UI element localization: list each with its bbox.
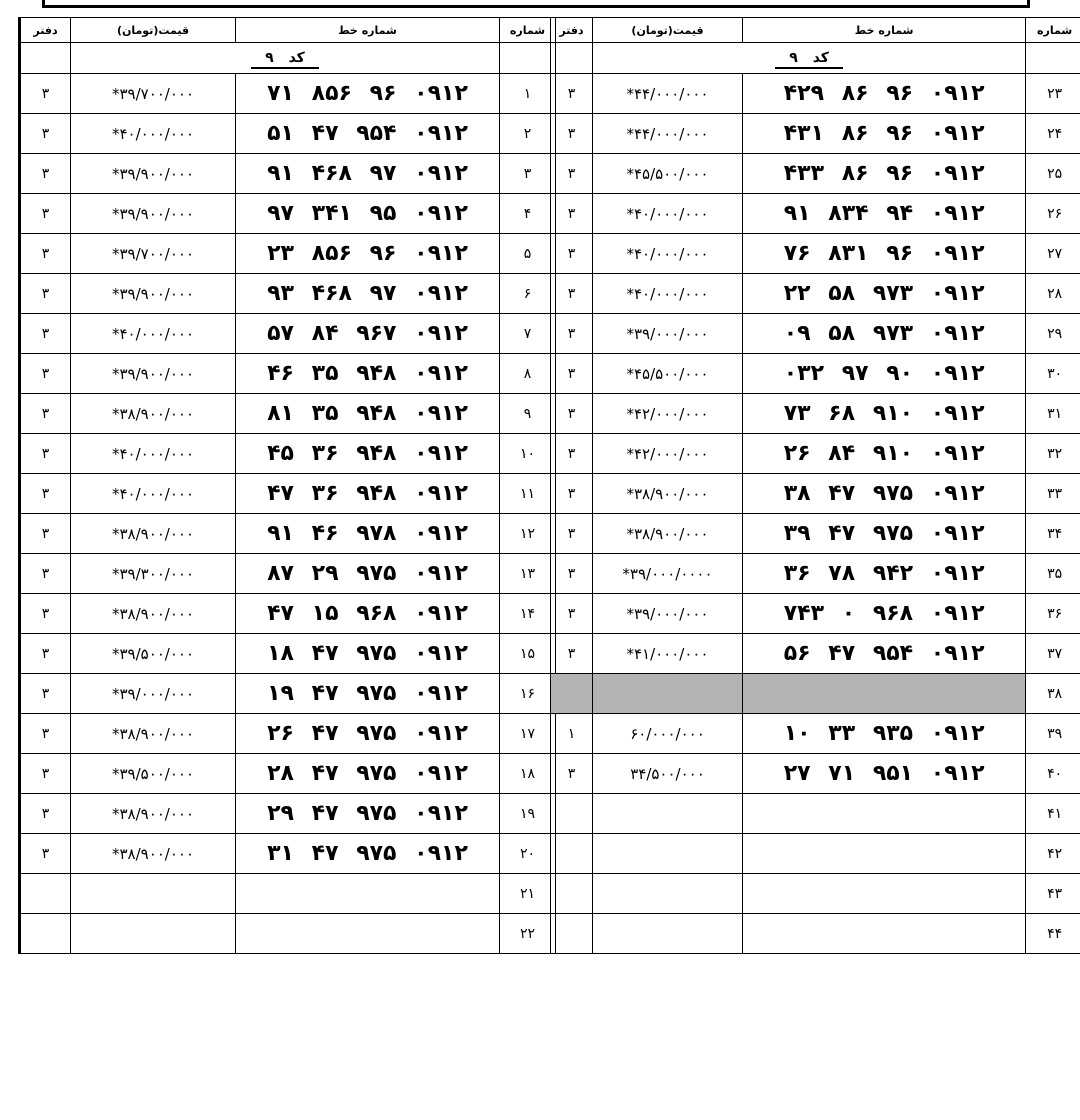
row-number: ۳۰ [1026, 354, 1080, 394]
office-number: ۳ [551, 474, 593, 514]
header-line: شماره خط [236, 18, 500, 43]
office-number: ۳ [20, 434, 71, 474]
table-row [20, 114, 556, 154]
row-number: ۲۸ [1026, 274, 1080, 314]
table-row [20, 914, 556, 954]
price: ۴۲/۰۰۰/۰۰۰* [592, 394, 742, 434]
office-number: ۳ [20, 354, 71, 394]
price: ۴۴/۰۰۰/۰۰۰* [592, 74, 742, 114]
row-number: ۴ [500, 194, 556, 234]
row-number: ۴۲ [1026, 834, 1080, 874]
price: ۴۰/۰۰۰/۰۰۰* [592, 274, 742, 314]
row-number: ۴۴ [1026, 914, 1080, 954]
table-left [18, 17, 554, 954]
header-row [551, 18, 1080, 43]
header-price: قیمت(تومان) [592, 18, 742, 43]
price: ۳۸/۹۰۰/۰۰۰* [71, 834, 236, 874]
row-number: ۳ [500, 154, 556, 194]
price: ۳۹/۰۰۰/۰۰۰* [71, 674, 236, 714]
phone-number: ۰۹۱۲ ۹۷۵ ۴۷ ۲۸ [236, 754, 500, 794]
table-row [551, 434, 1080, 474]
price [592, 674, 742, 714]
price: ۴۲/۰۰۰/۰۰۰* [592, 434, 742, 474]
row-number: ۷ [500, 314, 556, 354]
table-row [20, 554, 556, 594]
office-number: ۳ [20, 674, 71, 714]
price: ۳۹/۹۰۰/۰۰۰* [71, 154, 236, 194]
row-number: ۴۰ [1026, 754, 1080, 794]
header-office: دفتر [20, 18, 71, 43]
office-number: ۳ [551, 74, 593, 114]
phone-number: ۰۹۱۲ ۹۷۵ ۴۷ ۲۶ [236, 714, 500, 754]
row-number: ۳۸ [1026, 674, 1080, 714]
header-price: قیمت(تومان) [71, 18, 236, 43]
table-row [551, 794, 1080, 834]
office-number: ۳ [551, 154, 593, 194]
header-office: دفتر [551, 18, 593, 43]
table-row [20, 634, 556, 674]
table-row [20, 834, 556, 874]
row-number: ۲۲ [500, 914, 556, 954]
phone-number [743, 794, 1026, 834]
table-row [551, 714, 1080, 754]
header-number: شماره [500, 18, 556, 43]
price: ۳۹/۹۰۰/۰۰۰* [71, 274, 236, 314]
office-number: ۳ [20, 154, 71, 194]
office-number: ۳ [20, 514, 71, 554]
row-number: ۱۰ [500, 434, 556, 474]
phone-number: ۰۹۱۲ ۹۶ ۸۶ ۴۳۳ [743, 154, 1026, 194]
price [71, 874, 236, 914]
row-number: ۴۳ [1026, 874, 1080, 914]
office-number: ۳ [551, 554, 593, 594]
phone-number: ۰۹۱۲ ۹۶ ۸۳۱ ۷۶ [743, 234, 1026, 274]
row-number: ۲۹ [1026, 314, 1080, 354]
table-row [20, 874, 556, 914]
office-number: ۳ [20, 194, 71, 234]
price: ۴۰/۰۰۰/۰۰۰* [71, 434, 236, 474]
row-number: ۹ [500, 394, 556, 434]
office-number [551, 674, 593, 714]
table-row [551, 74, 1080, 114]
row-number: ۳۱ [1026, 394, 1080, 434]
office-number: ۳ [551, 314, 593, 354]
row-number: ۲۷ [1026, 234, 1080, 274]
table-row [20, 314, 556, 354]
phone-number: ۰۹۱۲ ۹۵۴ ۴۷ ۵۶ [743, 634, 1026, 674]
phone-number: ۰۹۱۲ ۹۵۱ ۷۱ ۲۷ [743, 754, 1026, 794]
row-number: ۲۰ [500, 834, 556, 874]
price: ۳۹/۰۰۰/۰۰۰* [592, 594, 742, 634]
code-label: کد ۹ [775, 50, 843, 69]
row-number: ۱۴ [500, 594, 556, 634]
office-number: ۳ [20, 274, 71, 314]
phone-number: ۰۹۱۲ ۹۶ ۸۶ ۴۲۹ [743, 74, 1026, 114]
office-number: ۳ [20, 554, 71, 594]
price [592, 874, 742, 914]
phone-number: ۰۹۱۲ ۹۶۷ ۸۴ ۵۷ [236, 314, 500, 354]
row-number: ۱۳ [500, 554, 556, 594]
phone-number: ۰۹۱۲ ۹۷۳ ۵۸ ۰۹ [743, 314, 1026, 354]
table-row [551, 674, 1080, 714]
office-number [551, 794, 593, 834]
row-number: ۱۷ [500, 714, 556, 754]
office-number [551, 834, 593, 874]
office-number: ۳ [551, 274, 593, 314]
office-number: ۳ [551, 234, 593, 274]
office-number: ۳ [20, 314, 71, 354]
row-number: ۲۱ [500, 874, 556, 914]
table-row [551, 234, 1080, 274]
office-number: ۳ [551, 114, 593, 154]
table-row [551, 394, 1080, 434]
code-row [551, 43, 1080, 74]
phone-number: ۰۹۱۲ ۹۶۸ ۱۵ ۴۷ [236, 594, 500, 634]
table-row [20, 674, 556, 714]
row-number: ۲۳ [1026, 74, 1080, 114]
office-number: ۳ [20, 74, 71, 114]
price: ۳۸/۹۰۰/۰۰۰* [71, 594, 236, 634]
table-row [20, 794, 556, 834]
phone-number [236, 914, 500, 954]
phone-number: ۰۹۱۲ ۹۳۵ ۳۳ ۱۰ [743, 714, 1026, 754]
phone-number: ۰۹۱۲ ۹۴۸ ۳۶ ۴۵ [236, 434, 500, 474]
phone-number: ۰۹۱۲ ۹۶ ۸۶ ۴۳۱ [743, 114, 1026, 154]
header-row [20, 18, 556, 43]
table-row [551, 594, 1080, 634]
row-number: ۳۴ [1026, 514, 1080, 554]
office-number [551, 914, 593, 954]
phone-number: ۰۹۱۲ ۹۵۴ ۴۷ ۵۱ [236, 114, 500, 154]
phone-number [743, 674, 1026, 714]
phone-number: ۰۹۱۲ ۹۱۰ ۸۴ ۲۶ [743, 434, 1026, 474]
price: ۴۰/۰۰۰/۰۰۰* [592, 194, 742, 234]
price: ۳۸/۹۰۰/۰۰۰* [71, 794, 236, 834]
table-row [551, 154, 1080, 194]
office-number: ۳ [551, 194, 593, 234]
office-number: ۳ [20, 474, 71, 514]
table-row [551, 754, 1080, 794]
row-number: ۱۶ [500, 674, 556, 714]
table-row [551, 874, 1080, 914]
phone-number [743, 874, 1026, 914]
price: ۳۸/۹۰۰/۰۰۰* [71, 394, 236, 434]
phone-number: ۰۹۱۲ ۹۴۸ ۳۶ ۴۷ [236, 474, 500, 514]
office-number: ۳ [551, 514, 593, 554]
table-row [20, 714, 556, 754]
office-number [20, 874, 71, 914]
table-row [551, 634, 1080, 674]
phone-number: ۰۹۱۲ ۹۷۸ ۴۶ ۹۱ [236, 514, 500, 554]
office-number: ۳ [20, 834, 71, 874]
row-number: ۲ [500, 114, 556, 154]
office-number: ۳ [20, 394, 71, 434]
row-number: ۱۵ [500, 634, 556, 674]
price: ۶۰/۰۰۰/۰۰۰ [592, 714, 742, 754]
price: ۳۹/۰۰۰/۰۰۰۰* [592, 554, 742, 594]
table-row [551, 114, 1080, 154]
phone-number: ۰۹۱۲ ۹۷ ۴۶۸ ۹۱ [236, 154, 500, 194]
price: ۴۴/۰۰۰/۰۰۰* [592, 114, 742, 154]
table-row [20, 394, 556, 434]
price: ۴۰/۰۰۰/۰۰۰* [71, 474, 236, 514]
table-row [551, 914, 1080, 954]
row-number: ۱۸ [500, 754, 556, 794]
price: ۳۸/۹۰۰/۰۰۰* [71, 514, 236, 554]
phone-number: ۰۹۱۲ ۹۷۵ ۴۷ ۲۹ [236, 794, 500, 834]
header-line: شماره خط [743, 18, 1026, 43]
top-frame [42, 0, 1030, 8]
price: ۳۹/۰۰۰/۰۰۰* [592, 314, 742, 354]
office-number: ۱ [551, 714, 593, 754]
row-number: ۳۹ [1026, 714, 1080, 754]
row-number: ۱ [500, 74, 556, 114]
price [592, 834, 742, 874]
office-number: ۳ [551, 394, 593, 434]
phone-number: ۰۹۱۲ ۹۷۵ ۴۷ ۳۸ [743, 474, 1026, 514]
row-number: ۵ [500, 234, 556, 274]
price: ۳۹/۷۰۰/۰۰۰* [71, 234, 236, 274]
price: ۳۹/۹۰۰/۰۰۰* [71, 354, 236, 394]
price: ۳۹/۳۰۰/۰۰۰* [71, 554, 236, 594]
price: ۳۹/۵۰۰/۰۰۰* [71, 754, 236, 794]
table-row [20, 234, 556, 274]
phone-number: ۰۹۱۲ ۹۶۸ ۰ ۷۴۳ [743, 594, 1026, 634]
phone-number: ۰۹۱۲ ۹۷ ۴۶۸ ۹۳ [236, 274, 500, 314]
price: ۳۹/۹۰۰/۰۰۰* [71, 194, 236, 234]
row-number: ۱۱ [500, 474, 556, 514]
phone-number: ۰۹۱۲ ۹۷۵ ۴۷ ۱۹ [236, 674, 500, 714]
phone-number: ۰۹۱۲ ۹۴۲ ۷۸ ۳۶ [743, 554, 1026, 594]
table-right [550, 17, 1080, 954]
office-number: ۳ [20, 754, 71, 794]
price: ۴۱/۰۰۰/۰۰۰* [592, 634, 742, 674]
table-row [20, 354, 556, 394]
table-row [20, 754, 556, 794]
row-number: ۲۵ [1026, 154, 1080, 194]
phone-number: ۰۹۱۲ ۹۷۵ ۴۷ ۱۸ [236, 634, 500, 674]
header-number: شماره [1026, 18, 1080, 43]
office-number: ۳ [551, 434, 593, 474]
price: ۳۹/۵۰۰/۰۰۰* [71, 634, 236, 674]
table-row [20, 74, 556, 114]
price [71, 914, 236, 954]
row-number: ۱۲ [500, 514, 556, 554]
price: ۴۰/۰۰۰/۰۰۰* [71, 314, 236, 354]
price [592, 794, 742, 834]
price: ۴۰/۰۰۰/۰۰۰* [592, 234, 742, 274]
phone-number: ۰۹۱۲ ۹۴۸ ۳۵ ۸۱ [236, 394, 500, 434]
office-number [551, 874, 593, 914]
row-number: ۳۷ [1026, 634, 1080, 674]
office-number: ۳ [551, 354, 593, 394]
phone-number [743, 914, 1026, 954]
code-label: کد ۹ [251, 50, 319, 69]
office-number [20, 914, 71, 954]
price [592, 914, 742, 954]
price: ۳۸/۹۰۰/۰۰۰* [592, 474, 742, 514]
price: ۴۵/۵۰۰/۰۰۰* [592, 154, 742, 194]
price: ۳۴/۵۰۰/۰۰۰ [592, 754, 742, 794]
office-number: ۳ [20, 234, 71, 274]
office-number: ۳ [551, 754, 593, 794]
phone-number: ۰۹۱۲ ۹۴۸ ۳۵ ۴۶ [236, 354, 500, 394]
phone-number: ۰۹۱۲ ۹۴ ۸۳۴ ۹۱ [743, 194, 1026, 234]
phone-number: ۰۹۱۲ ۹۱۰ ۶۸ ۷۳ [743, 394, 1026, 434]
phone-number: ۰۹۱۲ ۹۶ ۸۵۶ ۲۳ [236, 234, 500, 274]
price: ۴۰/۰۰۰/۰۰۰* [71, 114, 236, 154]
price: ۳۹/۷۰۰/۰۰۰* [71, 74, 236, 114]
table-row [20, 154, 556, 194]
phone-number: ۰۹۱۲ ۹۶ ۸۵۶ ۷۱ [236, 74, 500, 114]
office-number: ۳ [551, 594, 593, 634]
phone-number [236, 874, 500, 914]
table-row [20, 434, 556, 474]
phone-number: ۰۹۱۲ ۹۵ ۳۴۱ ۹۷ [236, 194, 500, 234]
office-number: ۳ [551, 634, 593, 674]
row-number: ۲۴ [1026, 114, 1080, 154]
row-number: ۶ [500, 274, 556, 314]
row-number: ۱۹ [500, 794, 556, 834]
table-row [551, 474, 1080, 514]
price: ۳۸/۹۰۰/۰۰۰* [71, 714, 236, 754]
phone-number [743, 834, 1026, 874]
table-row [20, 594, 556, 634]
phone-number: ۰۹۱۲ ۹۷۵ ۲۹ ۸۷ [236, 554, 500, 594]
office-number: ۳ [20, 634, 71, 674]
office-number: ۳ [20, 114, 71, 154]
row-number: ۳۶ [1026, 594, 1080, 634]
row-number: ۳۵ [1026, 554, 1080, 594]
price: ۳۸/۹۰۰/۰۰۰* [592, 514, 742, 554]
table-row [551, 834, 1080, 874]
table-row [551, 354, 1080, 394]
table-row [551, 274, 1080, 314]
office-number: ۳ [20, 594, 71, 634]
row-number: ۲۶ [1026, 194, 1080, 234]
table-row [20, 474, 556, 514]
row-number: ۳۳ [1026, 474, 1080, 514]
row-number: ۸ [500, 354, 556, 394]
table-row [551, 194, 1080, 234]
phone-number: ۰۹۱۲ ۹۰ ۹۷ ۰۳۲ [743, 354, 1026, 394]
table-row [551, 314, 1080, 354]
table-row [20, 274, 556, 314]
phone-number: ۰۹۱۲ ۹۷۳ ۵۸ ۲۲ [743, 274, 1026, 314]
office-number: ۳ [20, 714, 71, 754]
price: ۴۵/۵۰۰/۰۰۰* [592, 354, 742, 394]
table-row [551, 554, 1080, 594]
code-row [20, 43, 556, 74]
table-row [551, 514, 1080, 554]
table-row [20, 194, 556, 234]
phone-number: ۰۹۱۲ ۹۷۵ ۴۷ ۳۱ [236, 834, 500, 874]
table-row [20, 514, 556, 554]
row-number: ۴۱ [1026, 794, 1080, 834]
office-number: ۳ [20, 794, 71, 834]
row-number: ۳۲ [1026, 434, 1080, 474]
phone-number: ۰۹۱۲ ۹۷۵ ۴۷ ۳۹ [743, 514, 1026, 554]
